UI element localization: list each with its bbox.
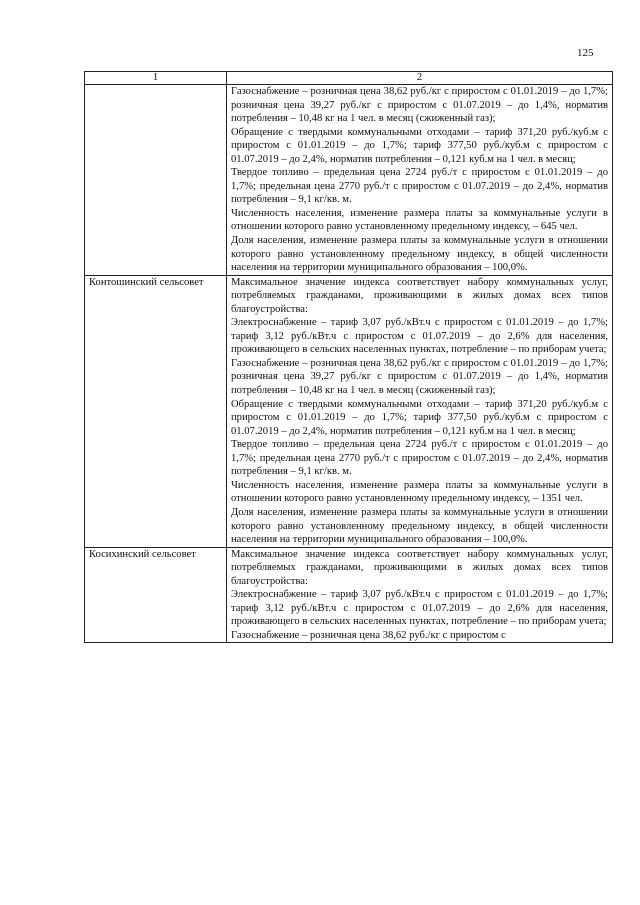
column-number-1: 1	[85, 72, 227, 85]
municipality-name-cell	[85, 547, 227, 643]
description-cell	[227, 547, 613, 643]
municipality-name-cell	[85, 275, 227, 547]
table-row	[85, 547, 613, 643]
paragraph-solid-fuel: Твердое топливо – предельная цена 2724 руб./т с приростом с 01.01.2019 – до 1,7%; предельная цена 2770 руб./т с приростом с 01.07.2019 – до 2,4%, норматив потребления – 9,1 кг/кв. м.	[231, 439, 608, 478]
description-cell	[227, 85, 613, 276]
page-number: 125	[577, 47, 594, 59]
table-header-row	[85, 72, 613, 85]
municipality-name: Контошинский сельсовет	[89, 276, 204, 288]
municipality-name-cell	[85, 85, 227, 276]
paragraph-population-count: Численность населения, изменение размера платы за коммунальные услуги в отношении которого равно установленному предельному индексу, – 645 чел.	[231, 207, 608, 233]
description-cell	[227, 275, 613, 547]
paragraph-electricity: Электроснабжение – тариф 3,07 руб./кВт.ч с приростом с 01.01.2019 – до 1,7%; тариф 3,12 руб./кВт.ч с приростом с 01.07.2019 – до 2,6% для населения, проживающего в сельских населенных пунктах, потребление – по приборам учета;	[231, 317, 608, 356]
paragraph-population-count: Численность населения, изменение размера платы за коммунальные услуги в отношении которого равно установленному предельному индексу, – 1351 чел.	[231, 479, 608, 505]
paragraph-index-intro: Максимальное значение индекса соответствует набору коммунальных услуг, потребляемых гражданами, проживающими в жилых домах всех типов благоустройства:	[231, 276, 608, 315]
table-row	[85, 85, 613, 276]
paragraph-solid-waste: Обращение с твердыми коммунальными отходами – тариф 371,20 руб./куб.м с приростом с 01.01.2019 – до 1,7%; тариф 377,50 руб./куб.м с приростом с 01.07.2019 – до 2,4%, норматив потребления – 0,121 куб.м на 1 чел. в месяц;	[231, 126, 608, 165]
column-number-2: 2	[227, 72, 613, 85]
paragraph-gas-supply: Газоснабжение – розничная цена 38,62 руб./кг с приростом с 01.01.2019 – до 1,7%; розничная цена 39,27 руб./кг с приростом с 01.07.2019 – до 1,4%, норматив потребления – 10,48 кг на 1 чел. в месяц (сжиженный газ);	[231, 357, 608, 397]
paragraph-solid-waste: Обращение с твердыми коммунальными отходами – тариф 371,20 руб./куб.м с приростом с 01.01.2019 – до 1,7%; тариф 377,50 руб./куб.м с приростом с 01.07.2019 – до 2,4%, норматив потребления – 0,121 куб.м на 1 чел. в месяц;	[231, 398, 608, 437]
paragraph-gas-supply: Газоснабжение – розничная цена 38,62 руб./кг с приростом с	[231, 629, 506, 641]
paragraph-population-share: Доля населения, изменение размера платы за коммунальные услуги в отношении которого равно установленному предельному индексу, в общей численности населения на территории муниципального образования – 100,0%.	[231, 235, 608, 274]
table-row	[85, 275, 613, 547]
paragraph-solid-fuel: Твердое топливо – предельная цена 2724 руб./т с приростом с 01.01.2019 – до 1,7%; предельная цена 2770 руб./т с приростом с 01.07.2019 – до 2,4%, норматив потребления – 9,1 кг/кв. м.	[231, 167, 608, 206]
municipality-name: Косихинский сельсовет	[89, 548, 196, 560]
paragraph-gas-supply: Газоснабжение – розничная цена 38,62 руб./кг с приростом с 01.01.2019 – до 1,7%; розничная цена 39,27 руб./кг с приростом с 01.07.2019 – до 1,4%, норматив потребления – 10,48 кг на 1 чел. в месяц (сжиженный газ);	[231, 86, 608, 125]
document-table	[84, 71, 613, 643]
paragraph-population-share: Доля населения, изменение размера платы за коммунальные услуги в отношении которого равно установленному предельному индексу, в общей численности населения на территории муниципального образования – 100,0%.	[231, 506, 608, 546]
paragraph-electricity: Электроснабжение – тариф 3,07 руб./кВт.ч с приростом с 01.01.2019 – до 1,7%; тариф 3,12 руб./кВт.ч с приростом с 01.07.2019 – до 2,6% для населения, проживающего в сельских населенных пунктах, потребление – по приборам учета;	[231, 589, 608, 628]
paragraph-index-intro: Максимальное значение индекса соответствует набору коммунальных услуг, потребляемых гражданами, проживающими в жилых домах всех типов благоустройства:	[231, 548, 608, 587]
